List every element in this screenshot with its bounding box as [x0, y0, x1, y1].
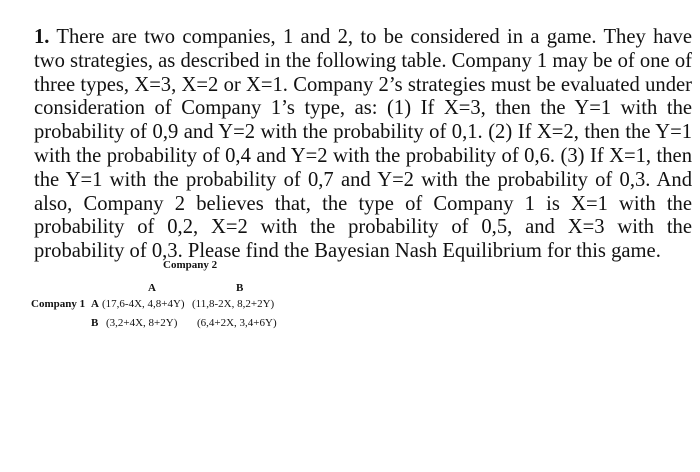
row-strategy-a: A	[91, 298, 99, 310]
problem-text: There are two companies, 1 and 2, to be considered in a game. They have two strategies, as described in the following table. Company 1 may be of one of three types, X=3, X=2 or X=1. Company 2’s strategies must be evaluated under consideration of Company 1’s type, as: (1) If X=3, then the Y=1 with the probability of 0,9 and Y=2 with the probability of 0,1. (2) If X=2, then the Y=1 with the probability of 0,4 and Y=2 with the probability of 0,6. (3) If X=1, then the Y=1 with the probability of 0,7 and Y=2 with the probability of 0,3. And also, Company 2 believes that, the type of Company 1 is X=1 with the probability of 0,2, X=2 with the probability of 0,5, and X=3 with the probability of 0,3. Please find the Bayesian Nash Equilibrium for this game.	[34, 26, 692, 263]
payoff-cell-b-b: (6,4+2X, 3,4+6Y)	[197, 317, 277, 329]
payoff-cell-a-b: (11,8-2X, 8,2+2Y)	[192, 298, 275, 310]
column-strategy-b: B	[236, 282, 244, 294]
problem-number: 1.	[34, 26, 50, 48]
column-strategy-a: A	[148, 282, 156, 294]
column-player-label: Company 2	[163, 259, 218, 271]
row-strategy-b: B	[91, 317, 99, 329]
row-player-label: Company 1	[31, 298, 86, 310]
payoff-cell-a-a: (17,6-4X, 4,8+4Y)	[102, 298, 185, 310]
payoff-cell-b-a: (3,2+4X, 8+2Y)	[106, 317, 178, 329]
